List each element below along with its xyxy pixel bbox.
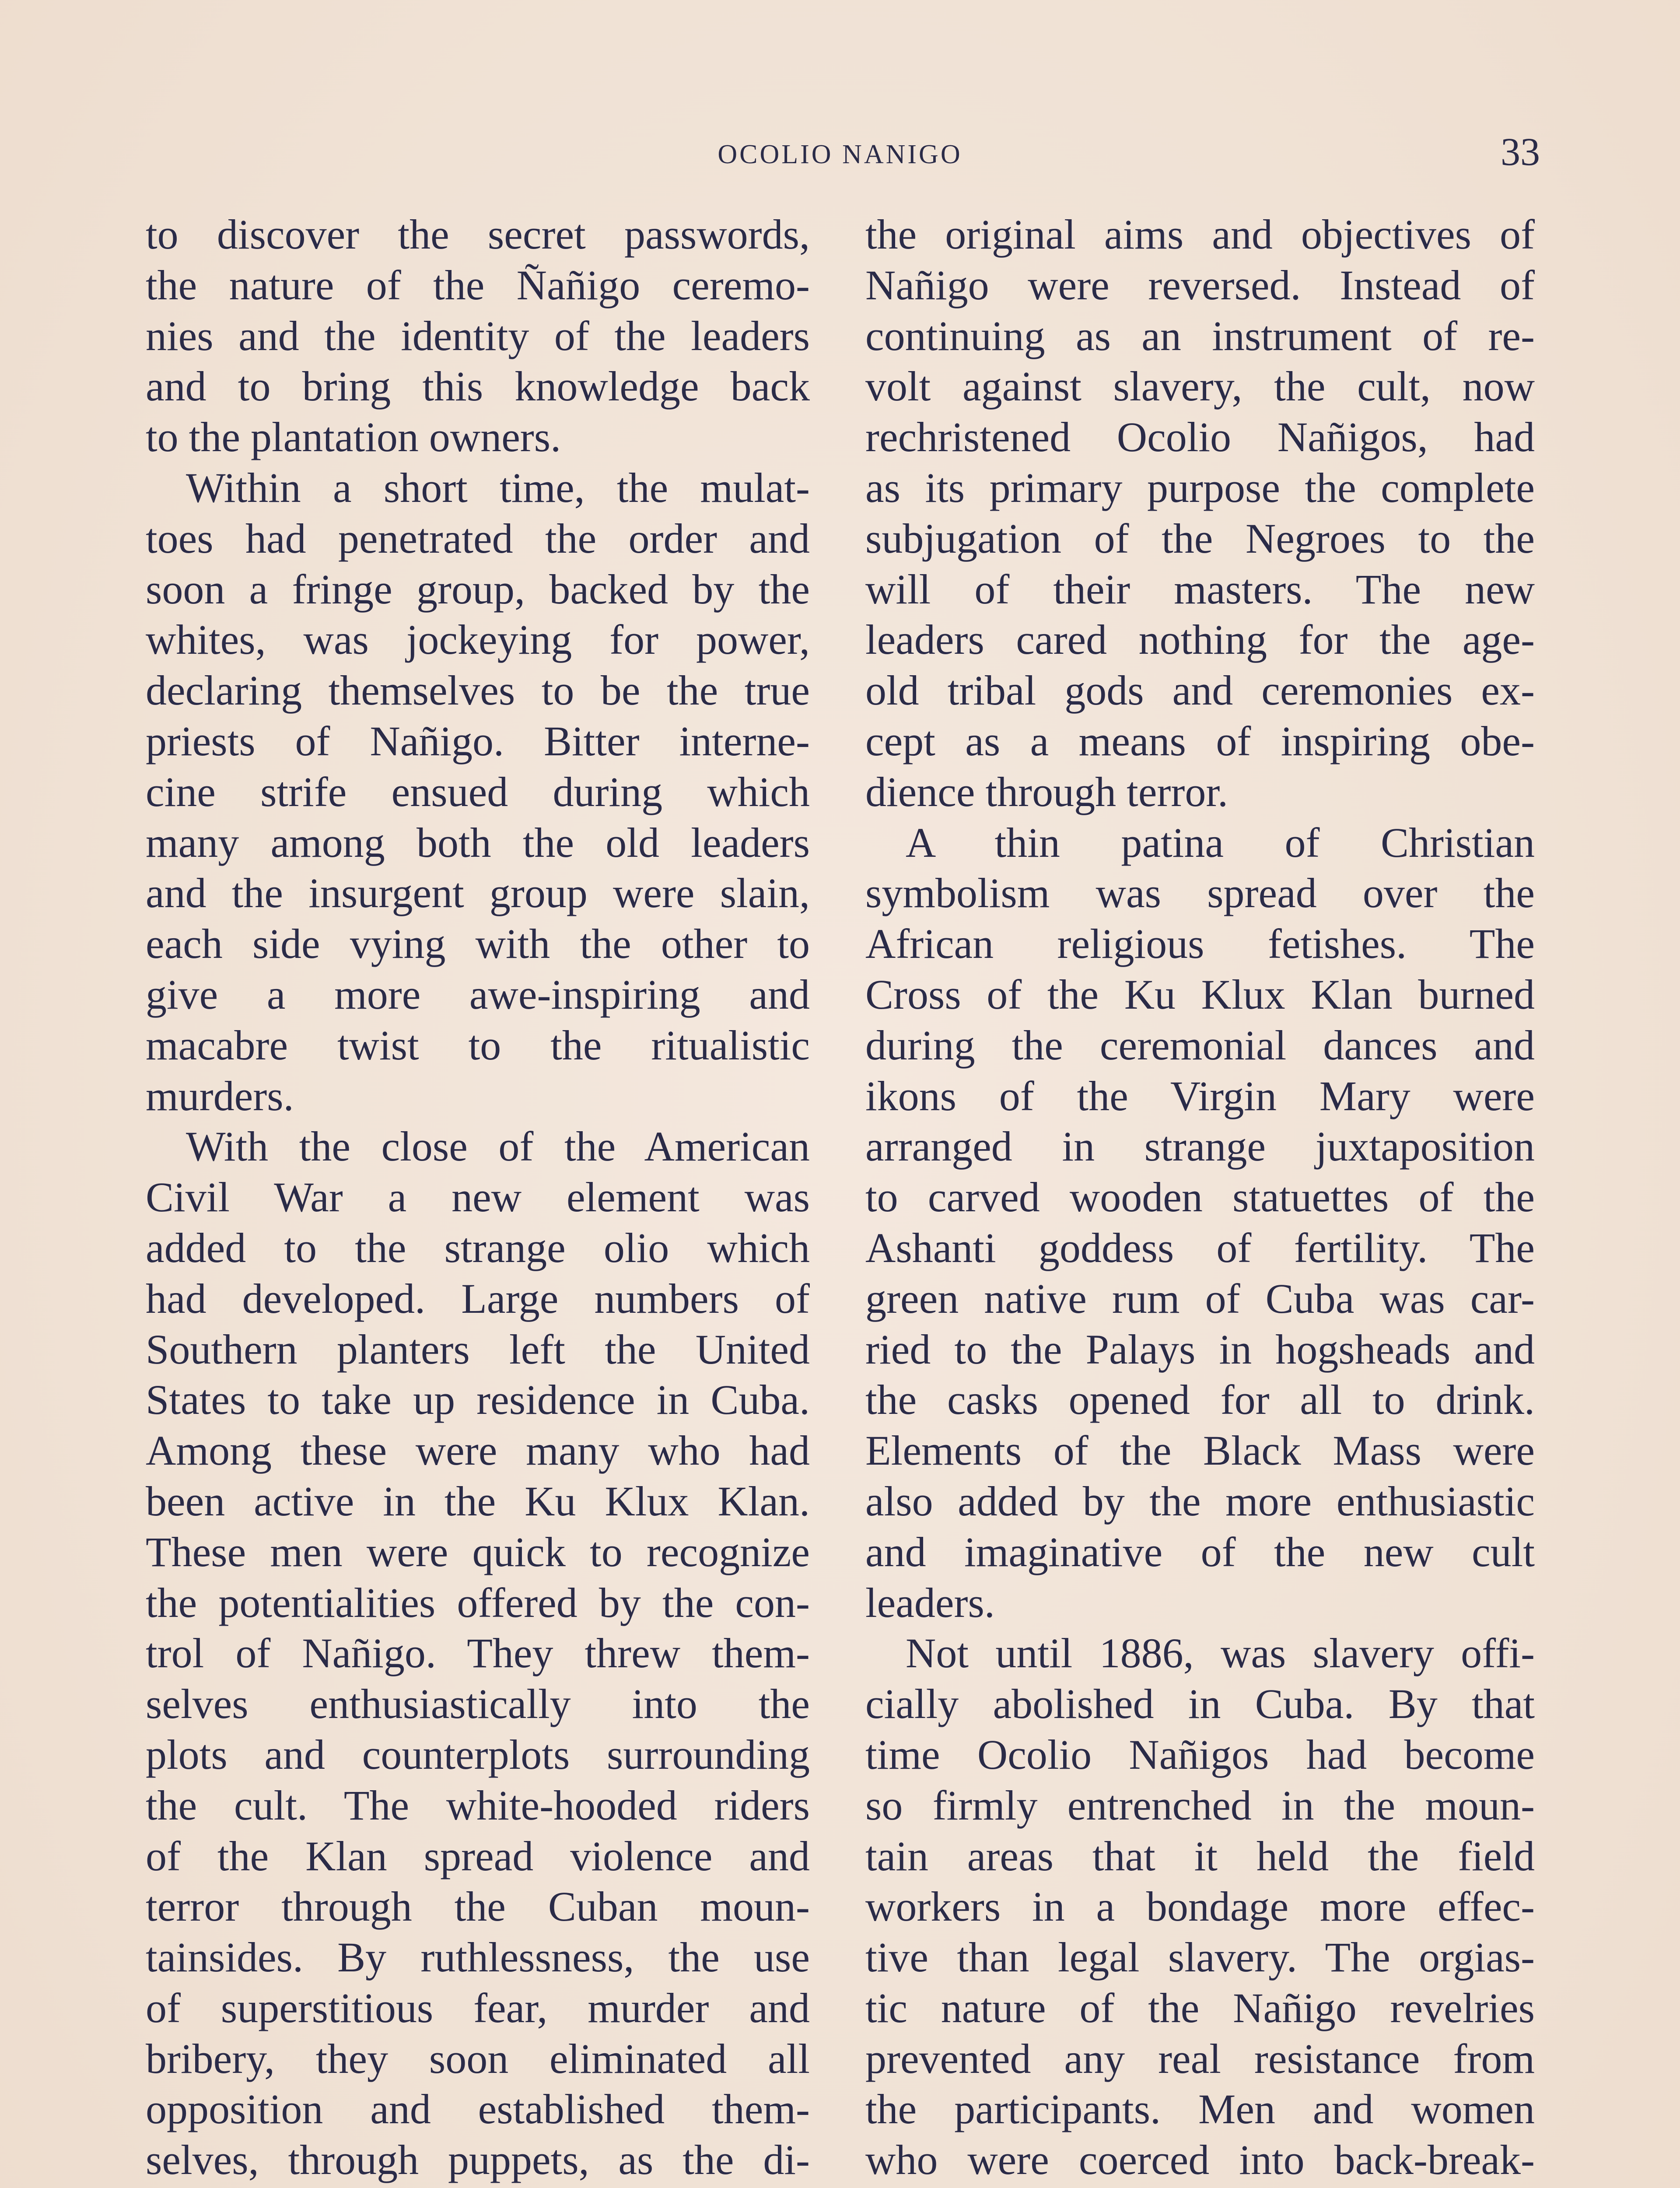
text-line: dience through terror.	[865, 768, 1228, 815]
text-line: priests of Nañigo. Bitter interne-	[146, 717, 810, 764]
text-line: ried to the Palays in hogsheads and	[865, 1325, 1535, 1373]
text-line: been active in the Ku Klux Klan.	[146, 1477, 810, 1525]
text-line: tive than legal slavery. The orgias-	[865, 1934, 1535, 1981]
text-line: Cross of the Ku Klux Klan burned	[865, 971, 1535, 1018]
text-line: the cult. The white-hooded riders	[146, 1781, 810, 1829]
text-line: to carved wooden statuettes of the	[865, 1174, 1535, 1221]
text-line: to discover the secret passwords,	[146, 211, 810, 258]
text-line: macabre twist to the ritualistic	[146, 1021, 810, 1069]
text-line: green native rum of Cuba was car-	[865, 1275, 1535, 1322]
text-line	[146, 2185, 810, 2188]
text-line: prevented any real resistance from	[865, 2035, 1535, 2082]
text-line: cine strife ensued during which	[146, 768, 810, 815]
text-line: the potentialities offered by the con-	[146, 1579, 810, 1626]
text-line: terror through the Cuban moun-	[146, 1883, 810, 1930]
text-line: tain areas that it held the field	[865, 1832, 1535, 1879]
text-line: the casks opened for all to drink.	[865, 1376, 1535, 1424]
text-line: the original aims and objectives of	[865, 211, 1535, 258]
text-line: trol of Nañigo. They threw them-	[146, 1630, 810, 1677]
text-line: the nature of the Ñañigo ceremo-	[146, 261, 810, 309]
text-line: give a more awe-inspiring and	[146, 971, 810, 1018]
text-line: to the plantation owners.	[146, 414, 561, 461]
text-line: cially abolished in Cuba. By that	[865, 1680, 1535, 1728]
text-line: ikons of the Virgin Mary were	[865, 1072, 1535, 1119]
text-line: Within a short time, the mulat-	[186, 464, 810, 511]
text-line: toes had penetrated the order and	[146, 515, 810, 562]
text-line: Civil War a new element was	[146, 1174, 810, 1221]
text-line: States to take up residence in Cuba.	[146, 1376, 810, 1424]
text-line: had developed. Large numbers of	[146, 1275, 810, 1322]
text-line: Ashanti goddess of fertility. The	[865, 1224, 1535, 1271]
text-line: during the ceremonial dances and	[865, 1021, 1535, 1069]
text-line: Nañigo were reversed. Instead of	[865, 261, 1535, 309]
text-line: rechristened Ocolio Nañigos, had	[865, 414, 1535, 461]
text-line: declaring themselves to be the true	[146, 667, 810, 714]
text-line: many among both the old leaders	[146, 819, 810, 866]
text-line	[865, 2185, 1535, 2188]
text-line: African religious fetishes. The	[865, 920, 1535, 968]
text-line: also added by the more enthusiastic	[865, 1477, 1535, 1525]
text-line: murders.	[146, 1072, 294, 1119]
text-line: subjugation of the Negroes to the	[865, 515, 1535, 562]
running-head: OCOLIO NANIGO	[718, 140, 962, 169]
text-line: each side vying with the other to	[146, 920, 810, 968]
text-column-left	[146, 209, 810, 2188]
text-line: who were coerced into back-break-	[865, 2136, 1535, 2184]
text-column-right	[865, 209, 1535, 2188]
text-line: continuing as an instrument of re-	[865, 312, 1535, 359]
text-line: and to bring this knowledge back	[146, 363, 810, 410]
text-line: nies and the identity of the leaders	[146, 312, 810, 359]
text-line: of the Klan spread violence and	[146, 1832, 810, 1879]
text-line: With the close of the American	[186, 1123, 810, 1170]
text-line: volt against slavery, the cult, now	[865, 363, 1535, 410]
text-line: so firmly entrenched in the moun-	[865, 1781, 1535, 1829]
text-line: the participants. Men and women	[865, 2086, 1535, 2133]
text-line: opposition and established them-	[146, 2086, 810, 2133]
text-line: as its primary purpose the complete	[865, 464, 1535, 511]
text-line: and the insurgent group were slain,	[146, 870, 810, 917]
text-line: arranged in strange juxtaposition	[865, 1123, 1535, 1170]
text-line: A thin patina of Christian	[906, 819, 1535, 866]
text-line: leaders cared nothing for the age-	[865, 616, 1535, 663]
text-line: Elements of the Black Mass were	[865, 1427, 1535, 1474]
text-line: selves, through puppets, as the di-	[146, 2136, 810, 2184]
text-line: will of their masters. The new	[865, 565, 1535, 613]
text-line: of superstitious fear, murder and	[146, 1984, 810, 2031]
text-line: added to the strange olio which	[146, 1224, 810, 1271]
text-line: cept as a means of inspiring obe-	[865, 717, 1535, 764]
text-line: Southern planters left the United	[146, 1325, 810, 1373]
text-line: whites, was jockeying for power,	[146, 616, 810, 663]
text-line: selves enthusiastically into the	[146, 1680, 810, 1728]
text-line: symbolism was spread over the	[865, 870, 1535, 917]
text-line: workers in a bondage more effec-	[865, 1883, 1535, 1930]
text-line: old tribal gods and ceremonies ex-	[865, 667, 1535, 714]
text-line: tic nature of the Nañigo revelries	[865, 1984, 1535, 2031]
text-line: time Ocolio Nañigos had become	[865, 1731, 1535, 1778]
text-line: tainsides. By ruthlessness, the use	[146, 1934, 810, 1981]
text-line: soon a fringe group, backed by the	[146, 565, 810, 613]
text-line: plots and counterplots surrounding	[146, 1731, 810, 1778]
page-number: 33	[1501, 130, 1540, 174]
text-line: Not until 1886, was slavery offi-	[906, 1630, 1535, 1677]
text-line: leaders.	[865, 1579, 995, 1626]
text-line: bribery, they soon eliminated all	[146, 2035, 810, 2082]
text-line: Among these were many who had	[146, 1427, 810, 1474]
text-line: These men were quick to recognize	[146, 1528, 810, 1575]
text-line: and imaginative of the new cult	[865, 1528, 1535, 1575]
